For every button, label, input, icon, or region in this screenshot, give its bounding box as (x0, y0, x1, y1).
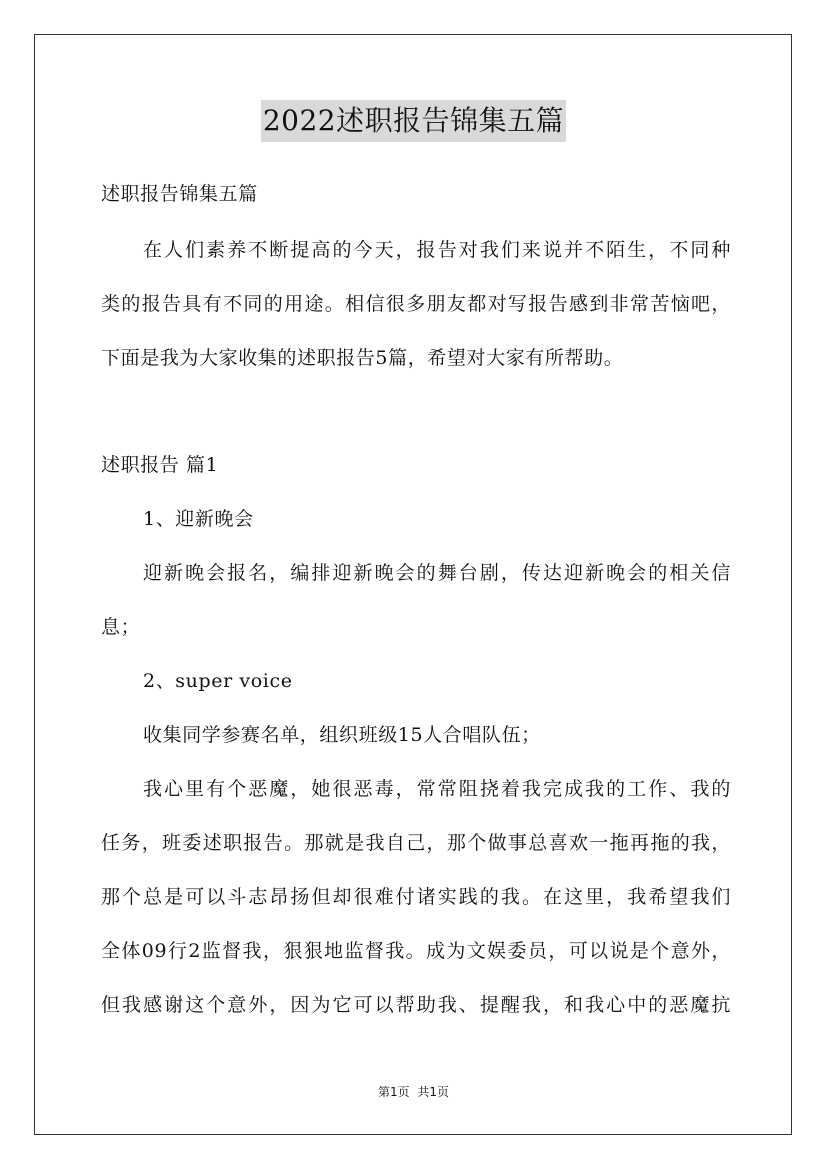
paragraph-line-1: 我心里有个恶魔，她很恶毒，常常阻挠着我完成我的工作、我的 (143, 778, 731, 800)
item1-text-line-1: 迎新晚会报名，编排迎新晚会的舞台剧，传达迎新晚会的相关信 (143, 562, 731, 584)
item1-text-line-2: 息； (101, 616, 141, 638)
item2-text: 收集同学参赛名单，组织班级15人合唱队伍； (143, 724, 541, 746)
paragraph-line-2: 任务，班委述职报告。那就是我自己，那个做事总喜欢一拖再拖的我， (101, 832, 731, 854)
paragraph-line-3: 那个总是可以斗志昂扬但却很难付诸实践的我。在这里，我希望我们 (101, 886, 731, 908)
intro-line-1: 在人们素养不断提高的今天，报告对我们来说并不陌生，不同种 (143, 239, 731, 261)
page-number-current: 第1页 (377, 1085, 410, 1099)
section-heading: 述职报告 篇1 (101, 454, 219, 476)
item1-heading: 1、迎新晚会 (143, 508, 254, 530)
intro-line-2: 类的报告具有不同的用途。相信很多朋友都对写报告感到非常苦恼吧， (101, 293, 731, 315)
page-footer (0, 1083, 827, 1100)
title-container (0, 100, 827, 142)
paragraph-line-5: 但我感谢这个意外，因为它可以帮助我、提醒我，和我心中的恶魔抗 (101, 994, 731, 1016)
document-title: 2022述职报告锦集五篇 (261, 100, 566, 142)
item2-heading: 2、super voice (143, 670, 293, 692)
page-number-total: 共1页 (417, 1085, 450, 1099)
paragraph-line-4: 全体09行2监督我，狠狠地监督我。成为文娱委员，可以说是个意外， (101, 940, 731, 962)
subtitle: 述职报告锦集五篇 (101, 183, 258, 205)
intro-line-3: 下面是我为大家收集的述职报告5篇，希望对大家有所帮助。 (101, 347, 624, 369)
